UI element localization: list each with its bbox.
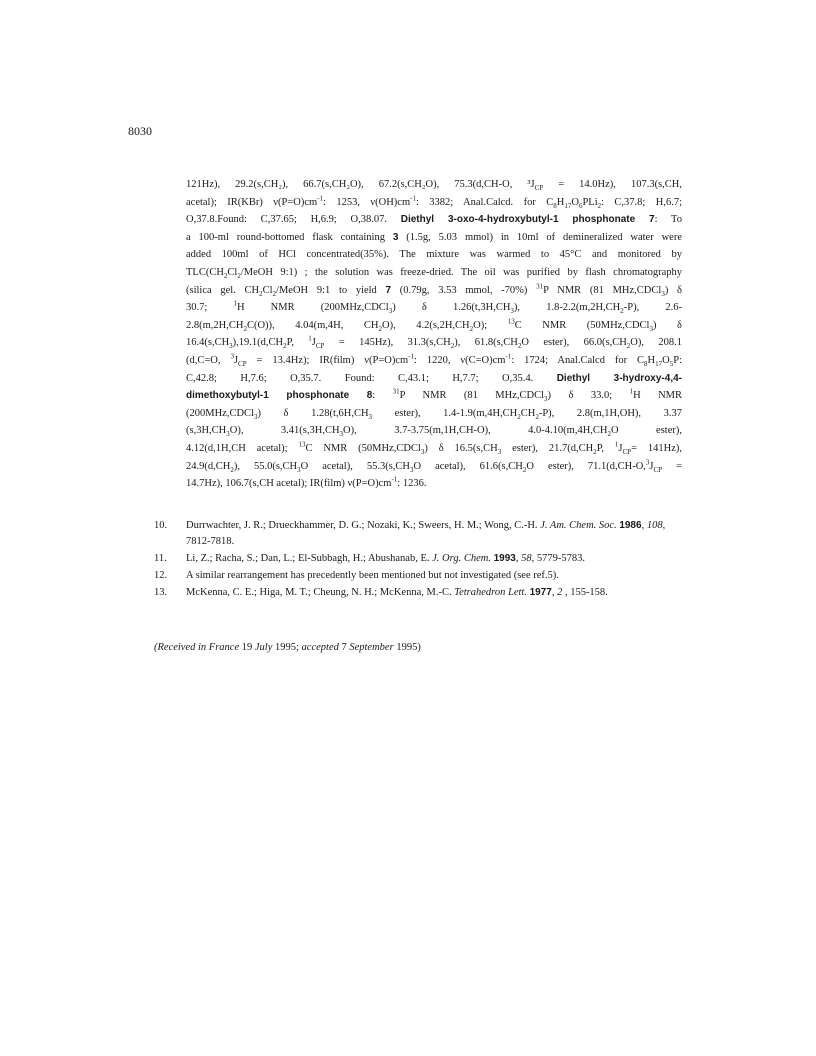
reference-item: [154, 585, 682, 601]
body-line: acetal); IR(KBr) $\nu(P=O)cm^{-1}$: 1253, $\nu(OH)cm^{-1}$: 3382; Anal.Calcd. for $C_8H_{17}O_6PLi_2$: C,37.8; H,6.7;: [186, 194, 683, 210]
experimental-text-block: [186, 176, 682, 493]
body-line: $2.8(m,2H,CH_2C(O))$, 4.04(m,4H, $CH_2O$), $4.2(s,2H,CH_2O)$; $^{13}$C NMR (50MHz,CDCl$_3$) δ: [186, 317, 682, 333]
body-line: 121Hz), 29.2(s,CH₂), 66.7(s,CH₂O), 67.2(s,CH₂O), 75.3(d,CH-O, $^3J_{CP} = 14.0Hz$), 107.3(s,CH,: [186, 179, 682, 193]
reference-item: [154, 568, 682, 584]
reference-text: Li, Z.; Racha, S.; Dan, L.; El-Subbagh, H.; Abushanab, E. J. Org. Chem. 1993, 58, 5779-5783.: [186, 553, 585, 564]
body-line: (d,C=O, $^3J_{CP} = 13.4Hz$); IR(film) $\nu(P=O)cm^{-1}$: 1220, $\nu(C=O)cm^{-1}$: 1724; Anal.Calcd for $C_8H_{17}O_5P$:: [186, 352, 682, 369]
body-line: a 100-ml round-bottomed flask containing 3 (1.5g, 5.03 mmol) in 10ml of demineralized water were: [186, 231, 682, 243]
reference-item: [154, 518, 682, 550]
received-accepted-dates: (Received in France 19 July 1995; accepted 7 September 1995): [154, 642, 421, 653]
body-line: 14.7Hz), 106.7(s,CH acetal); IR(film) $\nu(P=O)cm^{-1}$: 1236.: [186, 475, 427, 490]
reference-item: [154, 551, 682, 567]
body-line: $16.4(s,CH_3),19.1(d,CH_2P$, $^1J_{CP} = 145Hz$), $31.3(s,CH_2)$, $61.8(s,CH_2O$ ester), $66.0(s,CH_2O)$, 208.1: [186, 334, 682, 351]
body-line: C,42.8; H,7.6; O,35.7. Found: C,43.1; H,7.7; O,35.4. Diethyl 3-hydroxy-4,4-: [186, 372, 682, 384]
reference-number: 10.: [154, 520, 168, 531]
reference-number: 13.: [154, 587, 168, 598]
body-line: dimethoxybutyl-1 phosphonate 8: $^{31}$P NMR (81 MHz,CDCl$_3$) δ 33.0; $^1$H NMR: [186, 387, 682, 404]
reference-text: Durrwachter, J. R.; Drueckhammer, D. G.; Nozaki, K.; Sweers, H. M.; Wong, C.-H. J. Am. Chem. Soc. 1986, 108, 7812-7818.: [186, 520, 666, 547]
reference-text: McKenna, C. E.; Higa, M. T.; Cheung, N. H.; McKenna, M.-C. Tetrahedron Lett. 1977, 2 , 155-158.: [186, 587, 608, 598]
page-number: 8030: [128, 124, 152, 138]
body-line: $(s,3H,CH_3O)$, $3.41(s,3H,CH_3O)$, 3.7-3.75(m,1H,CH-O), $4.0-4.10(m,4H,CH_2O$ ester),: [186, 425, 682, 439]
body-line: (silica gel. $CH_2Cl_2$/MeOH 9:1 to yield 7 (0.79g, 3.53 mmol, -70%) $^{31}$P NMR (81 MHz,CDCl$_3$) δ: [186, 282, 682, 298]
body-line: (200MHz,CDCl$_3$) δ $1.28(t,6H,CH_3$ ester), $1.4-1.9(m,4H,CH_2CH_2-P)$, 2.8(m,1H,OH), 3.37: [186, 407, 683, 421]
references-list: [154, 518, 682, 602]
body-line: $24.9(d,CH_2)$, $55.0(s,CH_3O$ acetal), $55.3(s,CH_3O$ acetal), $61.6(s,CH_2O$ ester), $71.1(d,CH-O,^3J_{CP}$ =: [186, 458, 682, 474]
reference-number: 11.: [154, 553, 167, 564]
body-line: 4.12(d,1H,CH acetal); $^{13}$C NMR (50MHz,CDCl$_3$) δ $16.5(s,CH_3$ ester), $21.7(d,CH_2P$, $^1J_{CP}= 141Hz$),: [186, 440, 682, 456]
reference-text: A similar rearrangement has precedently been mentioned but not investigated (see ref.5).: [186, 570, 559, 581]
body-line: added 100ml of HCl concentrated(35%). The mixture was warmed to 45°C and monitored by: [186, 249, 682, 261]
body-line: 30.7; $^1$H NMR (200MHz,CDCl$_3$) δ $1.26(t,3H,CH_3)$, $1.8-2.2(m,2H,CH_2-P)$, 2.6-: [186, 299, 683, 316]
body-line: O,37.8.Found: C,37.65; H,6.9; O,38.07. Diethyl 3-oxo-4-hydroxybutyl-1 phosphonate 7: To: [186, 214, 682, 226]
body-line: $TLC(CH_2Cl_2$/MeOH 9:1) ; the solution was freeze-dried. The oil was purified by flash chromatography: [186, 266, 682, 281]
reference-number: 12.: [154, 570, 168, 581]
